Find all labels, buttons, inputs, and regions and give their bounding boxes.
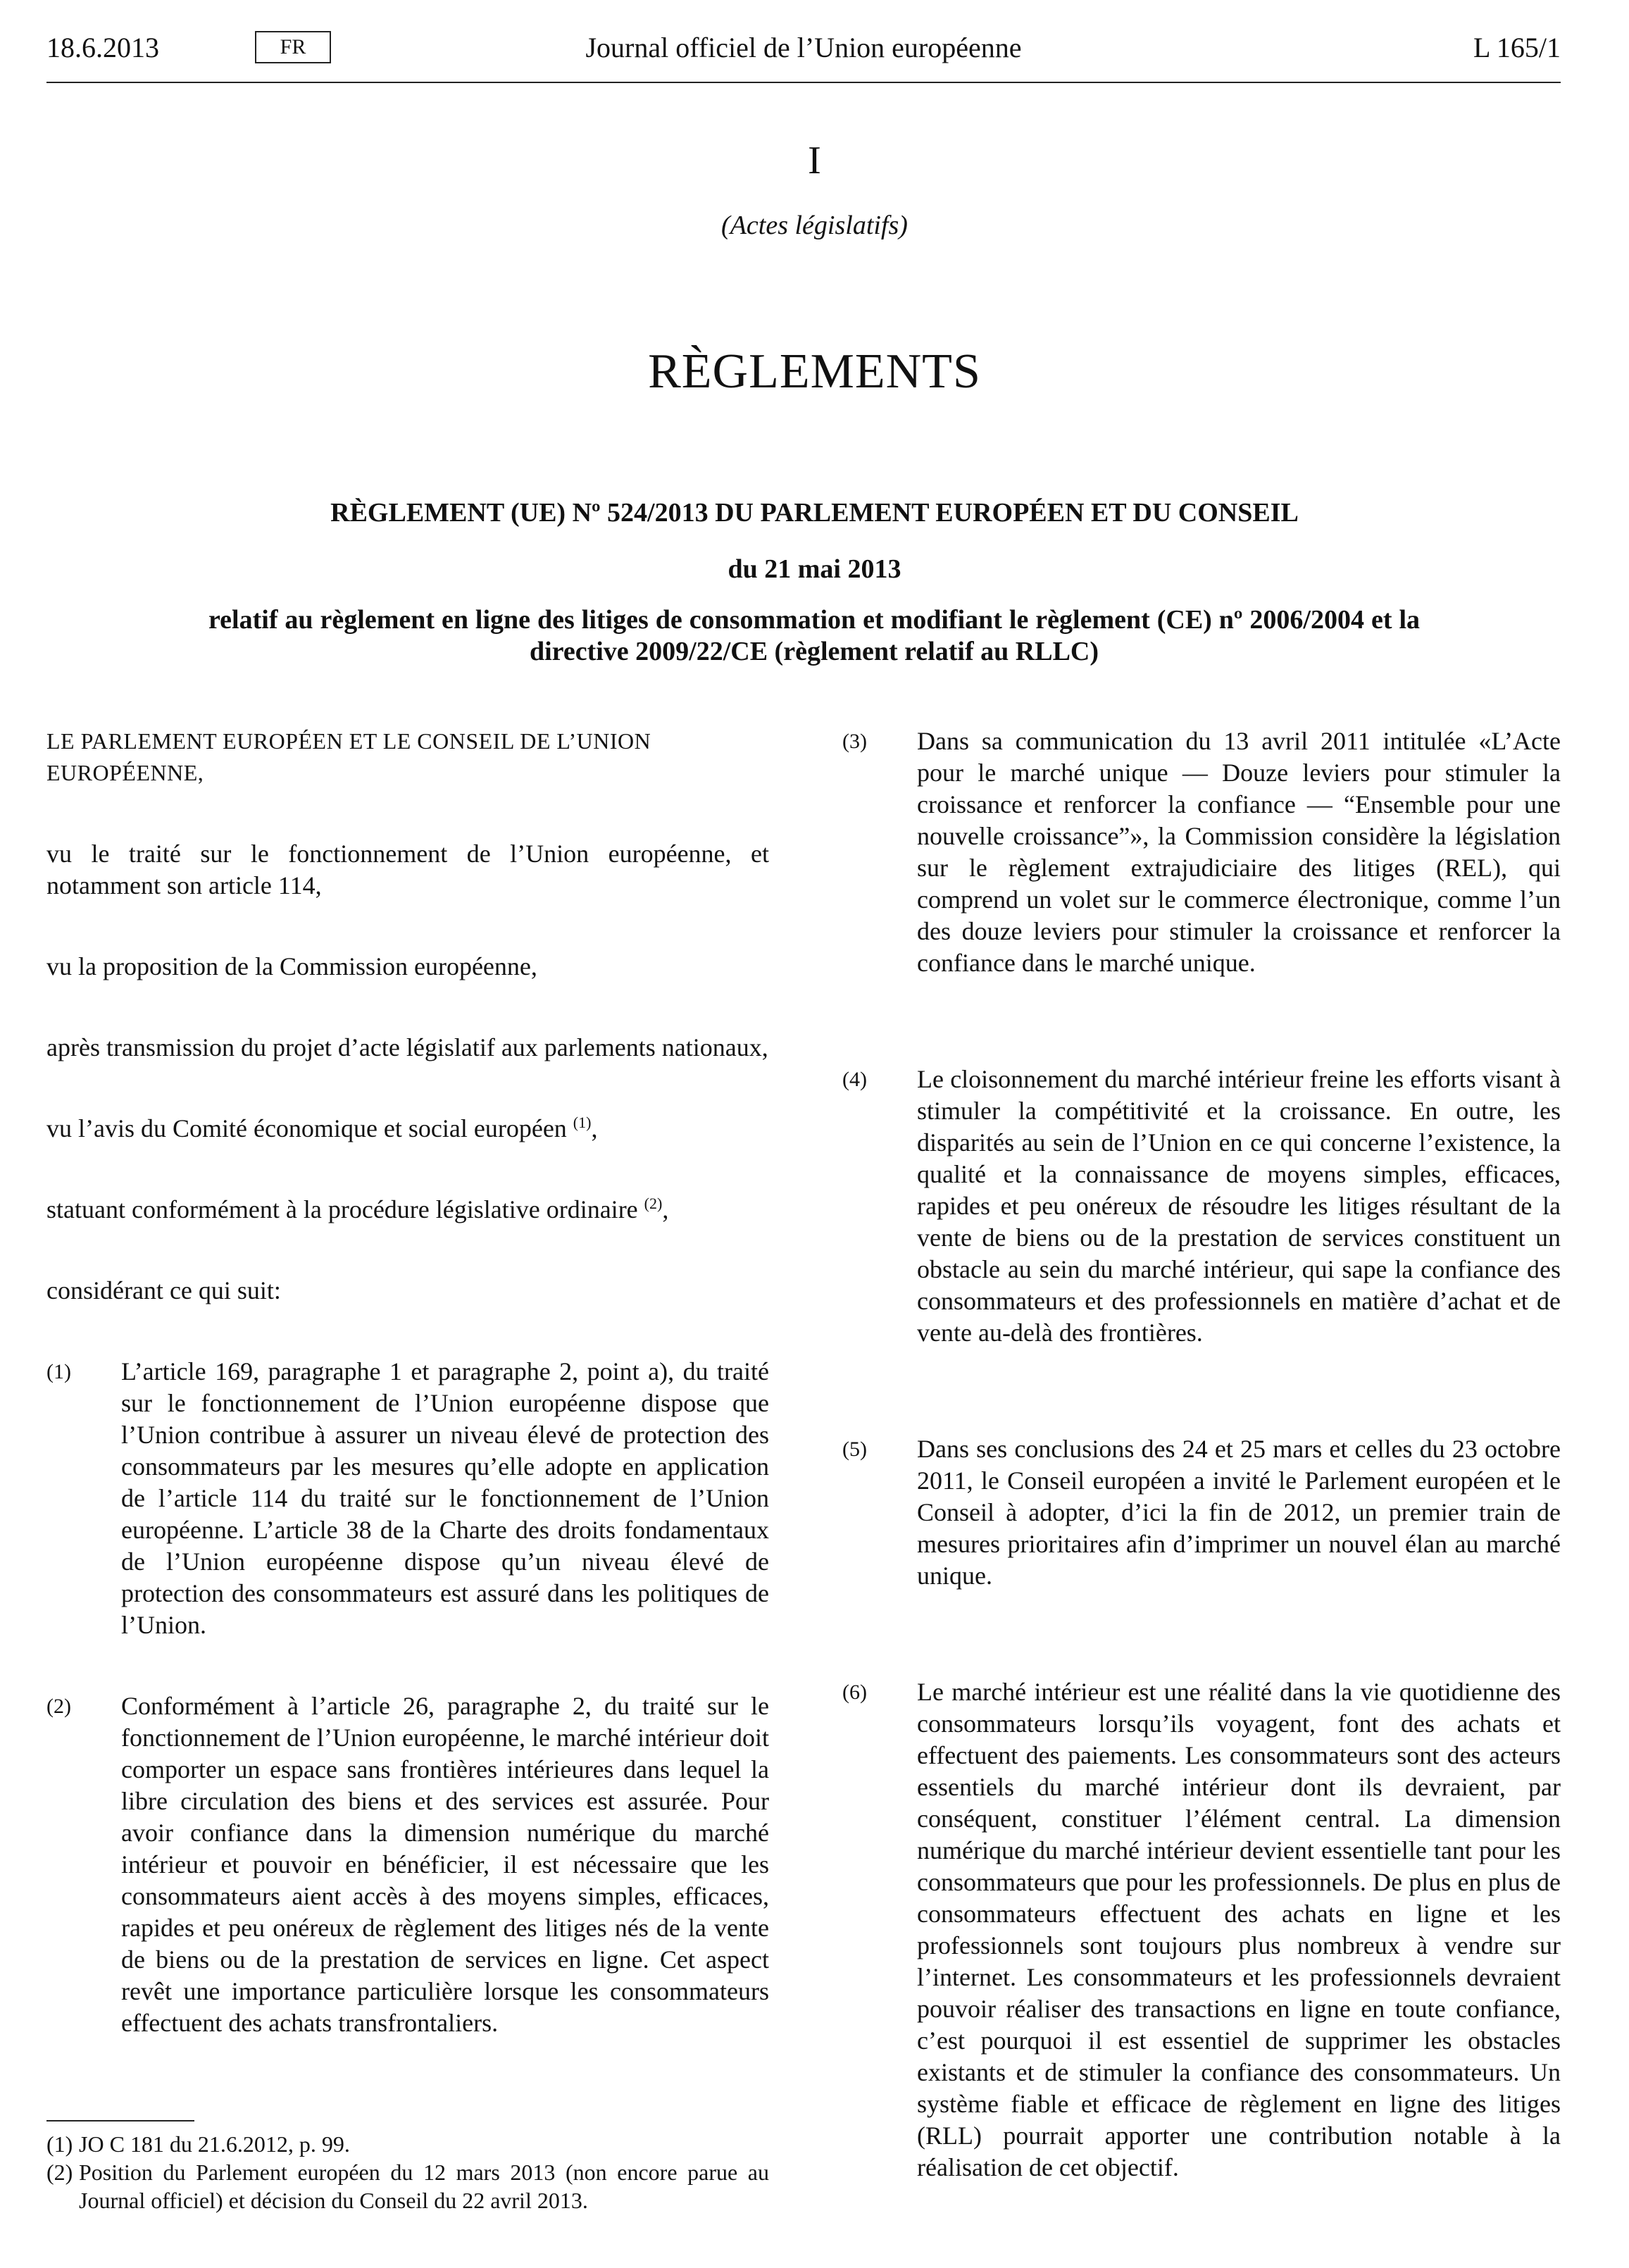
citation: vu le traité sur le fonctionnement de l’Union européenne, et notamment son article 114,: [46, 840, 769, 899]
citation-suffix: ,: [662, 1195, 669, 1223]
page-reference: L 165/1: [1473, 32, 1561, 63]
regulation-title: RÈGLEMENT (UE) Nº 524/2013 DU PARLEMENT EUROPÉEN ET DU CONSEIL: [330, 498, 1299, 528]
citation: vu la proposition de la Commission européenne,: [46, 952, 537, 980]
footnote-ref: (1): [573, 1114, 592, 1131]
citation-text: vu l’avis du Comité économique et social européen: [46, 1114, 567, 1142]
journal-title: Journal officiel de l’Union européenne: [585, 32, 1022, 63]
recital: [46, 1356, 769, 1641]
regulation-subject: relatif au règlement en ligne des litiges de consommation et modifiant le règlement (CE) nº 2006/2004 et la directive 2009/22/CE (règlement relatif au RLLC): [208, 605, 1420, 666]
recital-number: (4): [842, 1068, 867, 1091]
citation-suffix: ,: [591, 1114, 598, 1142]
language-badge: FR: [255, 31, 331, 63]
left-column: [46, 725, 769, 2088]
recital: [842, 1433, 1561, 1592]
recital: [842, 1064, 1561, 1349]
citation: [46, 1194, 769, 1226]
citation-text: statuant conformément à la procédure législative ordinaire: [46, 1195, 638, 1223]
recital-text: Le cloisonnement du marché intérieur freine les efforts visant à stimuler la compétitivité et la croissance. En outre, les disparités au sein de l’Union en ce qui concerne l’existence, la qualité et la connaissance de moyens simples, efficaces, rapides et peu onéreux de résoudre les litiges résultant de la vente de biens ou de la prestation de services constituent un obstacle au sein du marché intérieur, qui sape la confiance des consommateurs et des professionnels en matière d’achat et de vente au-delà des frontières.: [917, 1065, 1561, 1347]
recital-number: (3): [842, 730, 867, 753]
recital-text: Dans ses conclusions des 24 et 25 mars et celles du 23 octobre 2011, le Conseil européen a invité le Parlement européen et le Conseil à adopter, d’ici la fin de 2012, un premier train de mesures prioritaires afin d’imprimer un nouvel élan au marché unique.: [917, 1435, 1561, 1590]
footnote: [46, 2130, 769, 2158]
footnote-mark: (1): [46, 2131, 73, 2157]
part-number: I: [808, 139, 821, 182]
page-header: [46, 31, 1561, 82]
recital-number: (2): [46, 1695, 71, 1718]
recital-text: Conformément à l’article 26, paragraphe 2, du traité sur le fonctionnement de l’Union européenne, le marché intérieur doit comporter un espace sans frontières intérieures dans lequel la libre circulation des biens et des services est assurée. Pour avoir confiance dans la dimension numérique du marché intérieur et pouvoir en bénéficier, il est nécessaire que les consommateurs aient accès à des moyens simples, efficaces, rapides et peu onéreux de règlement des litiges nés de la vente de biens ou de la prestation de services en ligne. Cet aspect revêt une importance particulière lorsque les consommateurs effectuent des achats transfrontaliers.: [121, 1692, 769, 2037]
footnote-divider: [46, 2120, 194, 2121]
header-divider: [46, 82, 1561, 83]
citation: [46, 1113, 769, 1145]
footnotes: [46, 2130, 769, 2214]
recital-number: (1): [46, 1360, 71, 1383]
recital: [842, 1676, 1561, 2183]
footnote-text: JO C 181 du 21.6.2012, p. 99.: [79, 2131, 350, 2157]
recital-text: Le marché intérieur est une réalité dans la vie quotidienne des consommateurs lorsqu’ils voyagent, font des achats et effectuent des paiements. Les consommateurs sont des acteurs essentiels du marché intérieur dont ils devraient, par conséquent, constituer l’élément central. La dimension numérique du marché intérieur devient essentielle tant pour les consommateurs que pour les professionnels. De plus en plus de consommateurs effectuent des achats en ligne et les professionnels sont toujours plus nombreux à vendre sur l’internet. Les consommateurs et les professionnels devraient pouvoir réaliser des transactions en ligne en toute confiance, c’est pourquoi il est essentiel de supprimer les obstacles existants et de stimuler la confiance des consommateurs. Un système fiable et efficace de règlement en ligne des litiges (RLL) pourrait apporter une contribution notable à la réalisation de cet objectif.: [917, 1678, 1561, 2181]
publication-date: 18.6.2013: [46, 32, 159, 63]
recital: [842, 725, 1561, 979]
section-title: RÈGLEMENTS: [648, 344, 981, 399]
recital-number: (5): [842, 1438, 867, 1461]
recital-text: L’article 169, paragraphe 1 et paragraphe 2, point a), du traité sur le fonctionnement de l’Union européenne dispose que l’Union contribue à assurer un niveau élevé de protection des consommateurs par les mesures qu’elle adopte en application de l’article 114 du traité sur le fonctionnement de l’Union européenne. L’article 38 de la Charte des droits fondamentaux de l’Union européenne dispose qu’un niveau élevé de protection des consommateurs est assuré dans les politiques de l’Union.: [121, 1357, 769, 1639]
footnote: [46, 2158, 769, 2214]
recital-number: (6): [842, 1681, 867, 1704]
preamble-intro: LE PARLEMENT EUROPÉEN ET LE CONSEIL DE L’UNION EUROPÉENNE,: [46, 728, 651, 785]
footnote-text: Position du Parlement européen du 12 mars 2013 (non encore parue au Journal officiel) et décision du Conseil du 22 avril 2013.: [79, 2160, 769, 2213]
category-label: (Actes législatifs): [721, 211, 908, 240]
citation: après transmission du projet d’acte législatif aux parlements nationaux,: [46, 1033, 768, 1061]
recital-text: Dans sa communication du 13 avril 2011 intitulée «L’Acte pour le marché unique — Douze leviers pour stimuler la croissance et renforcer la confiance — “Ensemble pour une nouvelle croissance”», la Commission considère la législation sur le règlement extrajudiciaire des litiges (REL), qui comprend un volet sur le commerce électronique, comme l’un des douze leviers pour stimuler la croissance et renforcer la confiance dans le marché unique.: [917, 727, 1561, 977]
right-column: [842, 725, 1561, 2268]
footnote-ref: (2): [644, 1195, 663, 1212]
recital: [46, 1690, 769, 2039]
citation: considérant ce qui suit:: [46, 1276, 281, 1304]
footnote-mark: (2): [46, 2160, 73, 2185]
regulation-date: du 21 mai 2013: [728, 554, 901, 584]
